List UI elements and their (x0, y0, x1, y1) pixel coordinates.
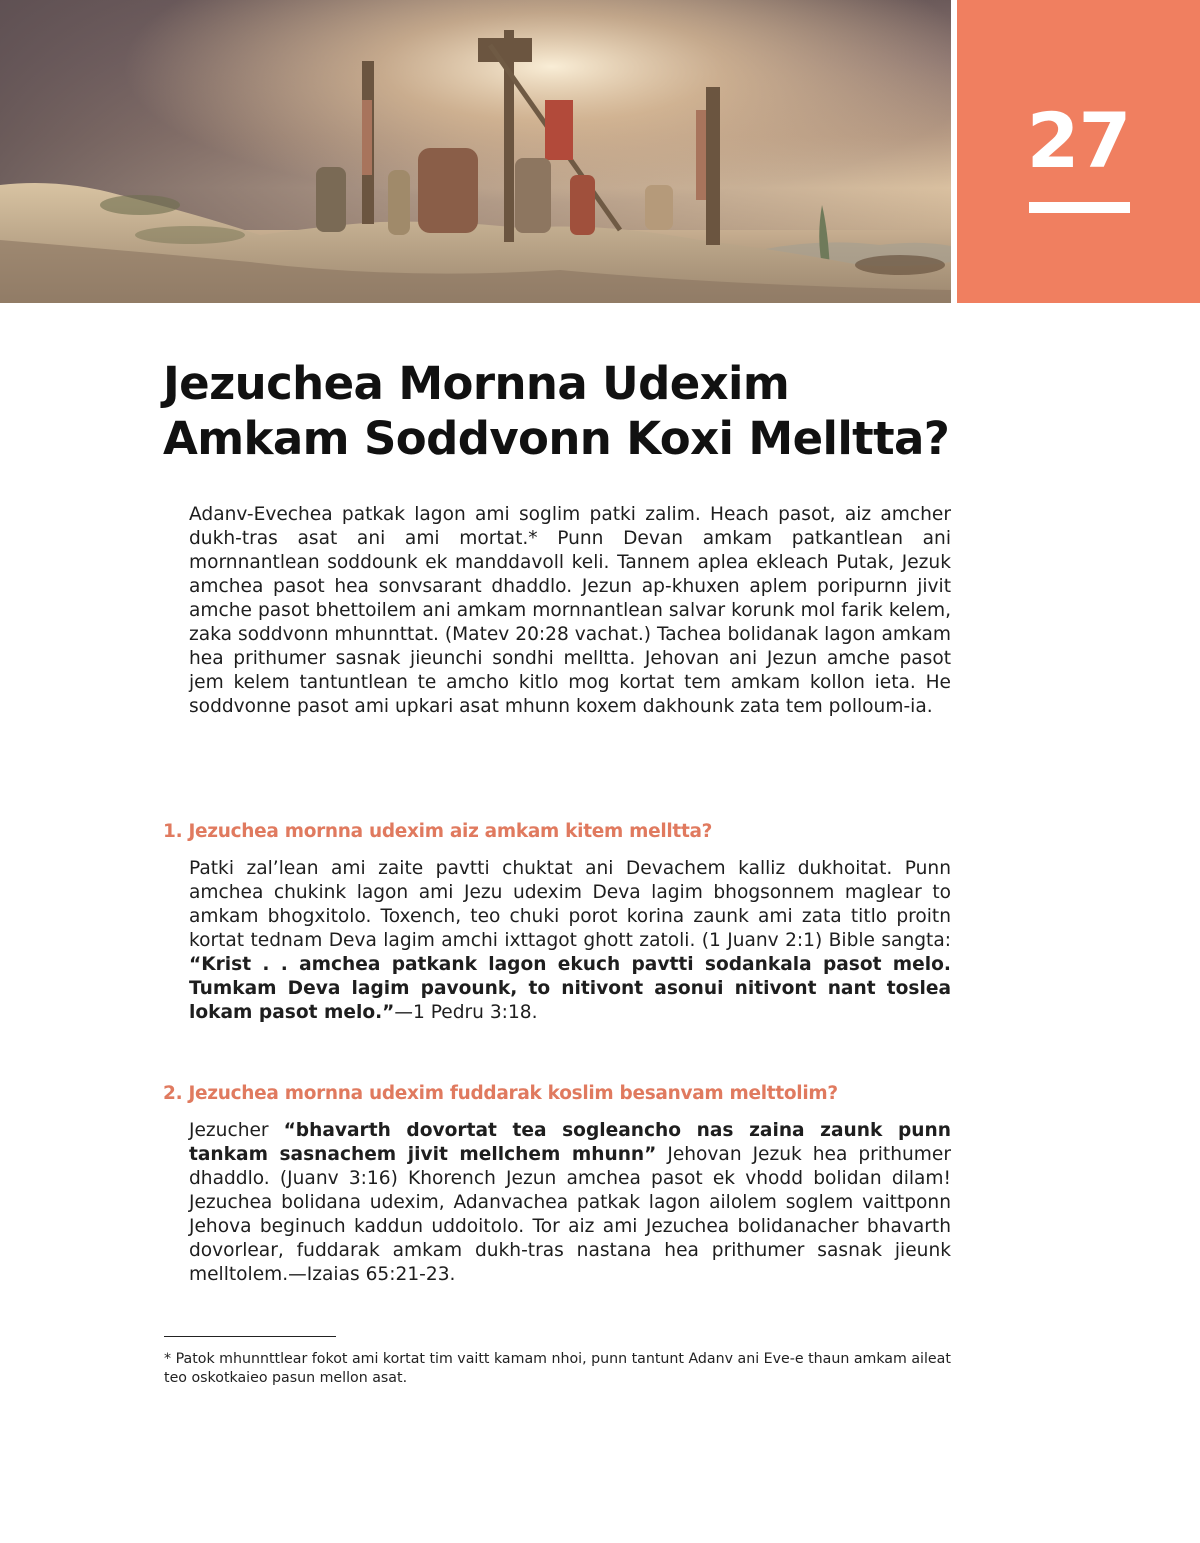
page-title (163, 356, 963, 466)
question-1-heading: 1. Jezuchea mornna udexim aiz amkam kitem melltta? (163, 821, 713, 842)
footnote-divider (164, 1336, 336, 1337)
question-2-answer (189, 1119, 951, 1287)
page-title-line-1: Jezuchea Mornna Udexim (163, 357, 790, 410)
page-title-line-2: Amkam Soddvonn Koxi Melltta? (163, 412, 950, 465)
intro-paragraph: Adanv-Evechea patkak lagon ami soglim patki zalim. Heach pasot, aiz amcher dukh-tras asat ani ami mortat.* Punn Devan amkam patkantlean ani mornnantlean soddounk ek manddavoll keli. Tannem aplea ekleach Putak, Jezuk amchea pasot hea sonvsarant dhaddlo. Jezun ap-khuxen aplem poripurnn jivit amche pasot bhettoilem ani amkam mornnantlean salvar korunk mol farik kelem, zaka soddvonn mhunnttat. (Matev 20:28 vachat.) Tachea bolidanak lagon amkam hea prithumer sasnak jieunchi sondhi melltta. Jehovan ani Jezun amche pasot jem kelem tantuntlean te amcho kitlo mog kortat tem amkam kollon ieta. He soddvonne pasot ami upkari asat mhunn koxem dakhounk zata tem polloum-ia. (189, 504, 951, 717)
answer-1-text: Patki zal’lean ami zaite pavtti chuktat ani Devachem kalliz dukhoitat. Punn amchea chukink lagon ami Jezu udexim Deva lagim bhogsonnem maglear to amkam bhogxitolo. Toxench, teo chuki porot korina zaunk ami zata titlo proitn kortat tednam Deva lagim amchi ixttagot ghott zatoli. (1 Juanv 2:1) Bible sangta: (189, 858, 951, 951)
answer-1-citation: —1 Pedru 3:18. (394, 1002, 538, 1023)
chapter-number: 27 (1026, 96, 1131, 185)
chapter-badge (957, 0, 1200, 303)
answer-1-bible-quote: “Krist . . amchea patkank lagon ekuch pavtti sodankala pasot melo. Tumkam Deva lagim pavounk, to nitivont asonui nitivont nant toslea lokam pasot melo.” (189, 954, 951, 1023)
footnote: * Patok mhunnttlear fokot ami kortat tim vaitt kamam nhoi, punn tantunt Adanv ani Eve-e thaun amkam aileat teo oskotkaieo pasun mellon asat. (164, 1351, 951, 1386)
crucifixion-scene-illustration (0, 0, 951, 303)
answer-2-text-end: Jehovan Jezuk hea prithumer dhaddlo. (Juanv 3:16) Khorench Jezun amchea pasot ek vhodd bolidan dilam! Jezuchea bolidana udexim, Adanvachea patkak lagon ailolem soglem vaittponn Jehova beginuch kaddun uddoitolo. Tor aiz ami Jezuchea bolidanacher bhavarth dovorlear, fuddarak amkam dukh-tras nastana hea prithumer sasnak jieunk melltolem.—Izaias 65:21-23. (189, 1144, 951, 1285)
question-2-heading: 2. Jezuchea mornna udexim fuddarak koslim besanvam melttolim? (163, 1083, 838, 1104)
answer-2-bible-quote: “bhavarth dovortat tea sogleancho nas zaina zaunk punn tankam sasnachem jivit mellchem mhunn” (189, 1120, 951, 1165)
answer-2-text-start: Jezucher (189, 1120, 284, 1141)
chapter-number-underline (1029, 202, 1130, 213)
question-1-answer (189, 857, 951, 1025)
header-illustration (0, 0, 951, 303)
